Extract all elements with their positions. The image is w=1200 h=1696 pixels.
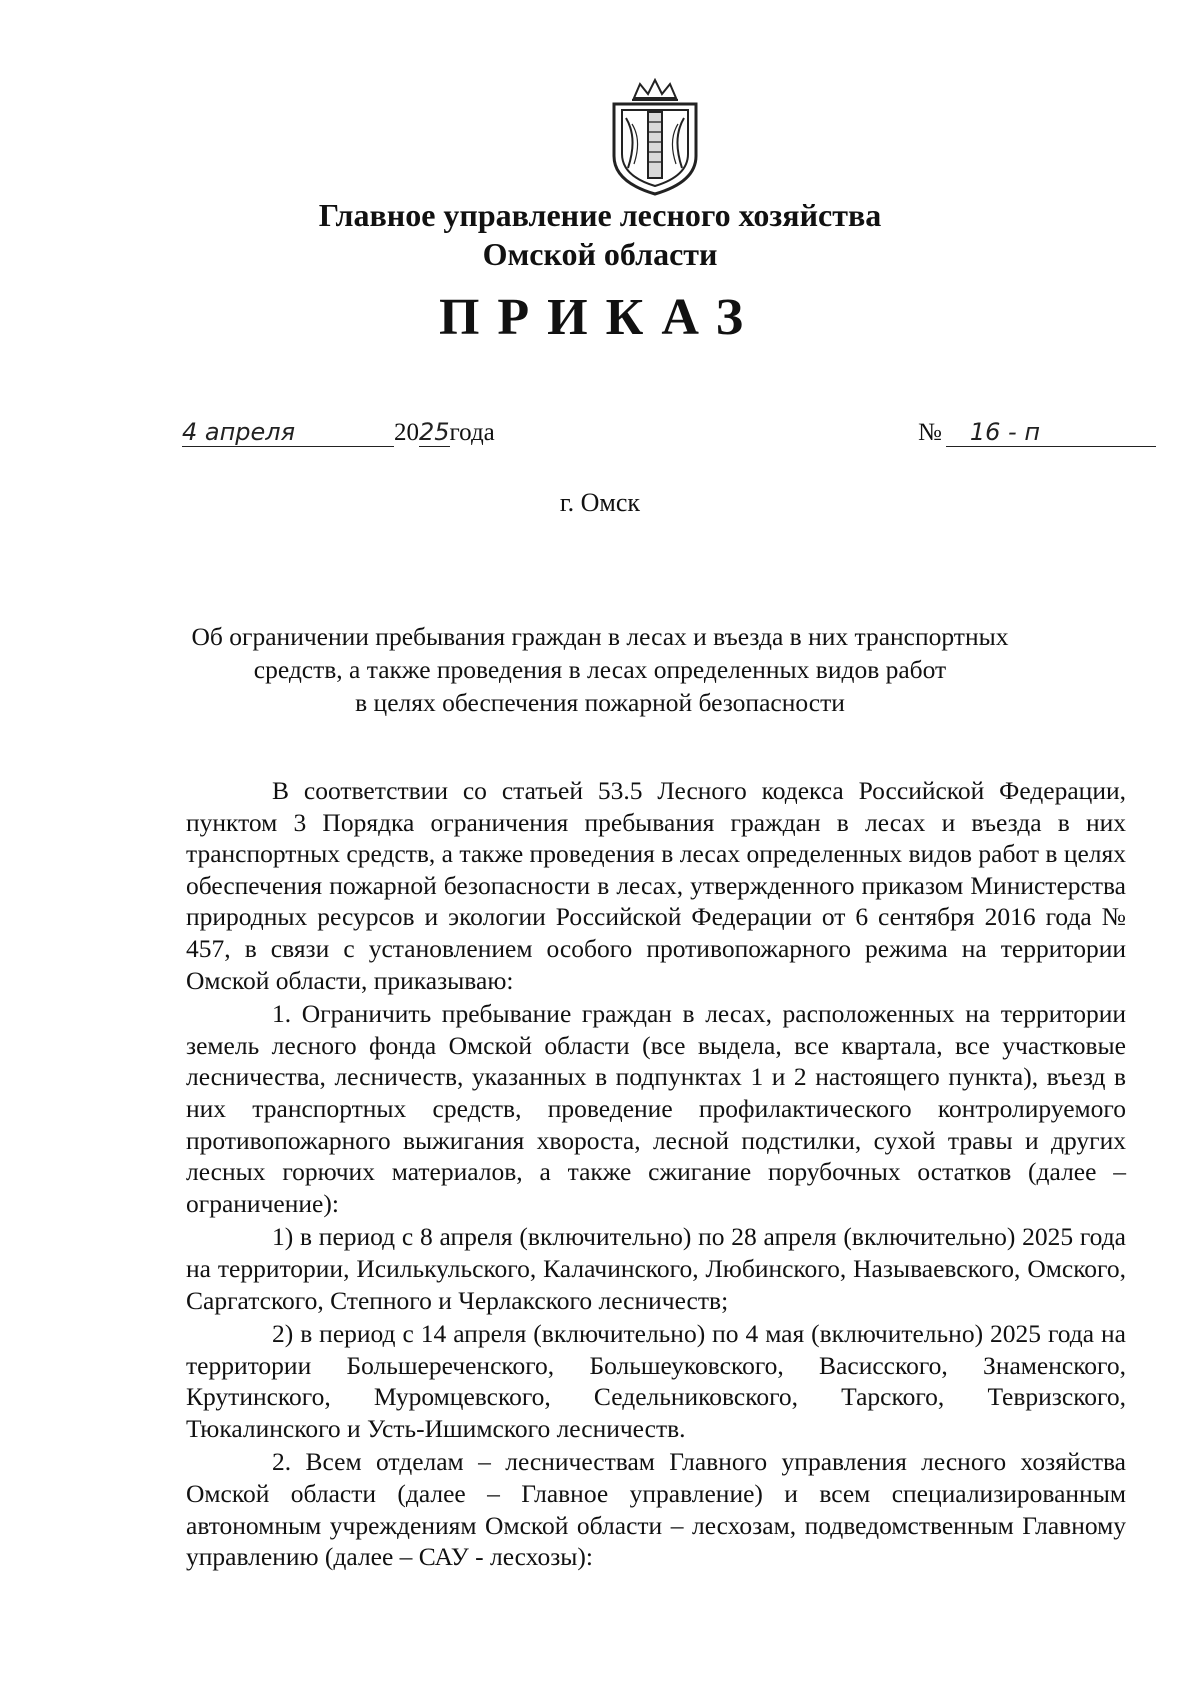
year-prefix: 20 <box>394 419 419 446</box>
subject-line1: Об ограничении пребывания граждан в лесах и въезда в них транспортных <box>191 622 1009 651</box>
number-label: № <box>918 419 942 446</box>
subject-line2: средств, а также проведения в лесах определенных видов работ <box>253 655 947 684</box>
number-handwritten: 16 - п <box>946 418 1156 447</box>
year-suffix: года <box>449 419 495 446</box>
organization-name-line2: Омской области <box>482 236 718 272</box>
order-date <box>182 418 495 447</box>
order-subject <box>160 620 1040 719</box>
year-handwritten: 25 <box>419 418 450 446</box>
organization-name <box>0 196 1200 274</box>
subject-line3: в целях обеспечения пожарной безопасности <box>355 688 845 717</box>
order-number <box>918 418 1156 447</box>
item-1-1-paragraph: 1) в период с 8 апреля (включительно) по 28 апреля (включительно) 2025 года на территории, Исилькульского, Калачинского, Любинского, Называевского, Омского, Саргатского, Степного и Черлакского лесничеств; <box>186 1222 1126 1315</box>
order-body <box>186 775 1126 1573</box>
document-title: ПРИКАЗ <box>438 289 762 346</box>
item-2-paragraph: 2. Всем отделам – лесничествам Главного управления лесного хозяйства Омской области (далее – Главное управление) и всем специализированным автономным учреждениям Омской области – лесхозам, подведомственным Главному управлению (далее – САУ - лесхозы): <box>186 1447 1126 1572</box>
coat-of-arms-icon <box>604 78 706 196</box>
item-1-paragraph: 1. Ограничить пребывание граждан в лесах, расположенных на территории земель лесного фонда Омской области (все выдела, все квартала, все участковые лесничества, лесничеств, указанных в подпунктах 1 и 2 настоящего пункта), въезд в них транспортных средств, проведение профилактического контролируемого противопожарного выжигания хвороста, лесной подстилки, сухой травы и других лесных горючих материалов, а также сжигание порубочных остатков (далее – ограничение): <box>186 999 1126 1218</box>
preamble-paragraph: В соответствии со статьей 53.5 Лесного кодекса Российской Федерации, пунктом 3 Порядка ограничения пребывания граждан в лесах и въезда в них транспортных средств, а также проведения в лесах определенных видов работ в целях обеспечения пожарной безопасности в лесах, утвержденного приказом Министерства природных ресурсов и экологии Российской Федерации от 6 сентября 2016 года № 457, в связи с установлением особого противопожарного режима на территории Омской области, приказываю: <box>186 776 1126 995</box>
date-handwritten: 4 апреля <box>182 418 394 447</box>
item-1-2-paragraph: 2) в период с 14 апреля (включительно) по 4 мая (включительно) 2025 года на территории Большереченского, Большеуковского, Васисского, Знаменского, Крутинского, Муромцевского, Седельниковского, Тарского, Тевризского, Тюкалинского и Усть-Ишимского лесничеств. <box>186 1319 1126 1443</box>
organization-name-line1: Главное управление лесного хозяйства <box>318 197 882 233</box>
city: г. Омск <box>559 488 641 517</box>
